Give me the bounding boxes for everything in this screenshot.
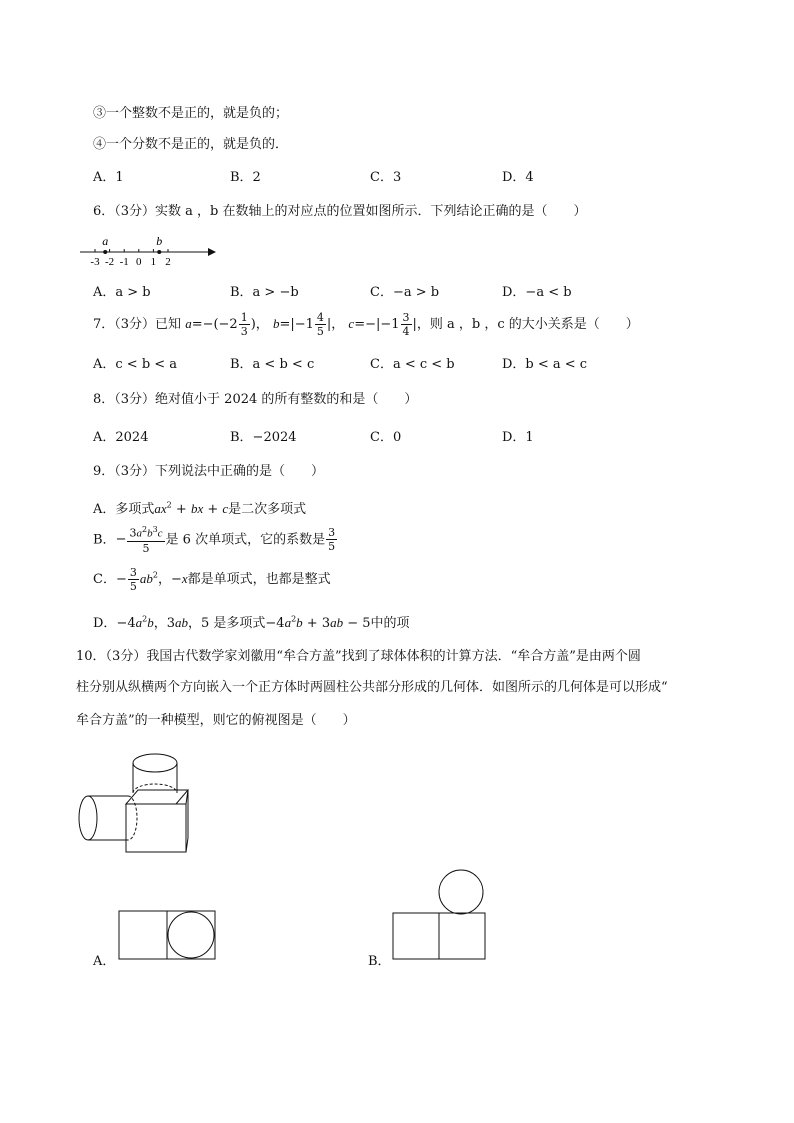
q8-stem: 8．（3分）绝对值小于 2024 的所有整数的和是（ ） [93,392,418,407]
q7-option-d: D．b < a < c [502,357,588,372]
cube-top-face [126,790,188,804]
q10-option-a-figure [118,910,216,962]
q9-option-a-label: A．多项式 [93,502,155,517]
horizontal-cylinder-end [79,796,97,840]
q7-suffix: ，则 a ，b ，c 的大小关系是（ ） [416,317,639,332]
horizontal-cylinder-hidden-end [128,796,137,840]
number-line-tick-label: -1 [119,256,129,268]
point-b-label: b [156,234,163,248]
point-a [103,250,107,254]
q10-option-b-label: B． [368,954,391,969]
q9-option-c [93,567,331,592]
q6-option-a: A．a > b [93,285,151,300]
q7-expr-c: c=−|−1 $\frac{3}{4}$ | [348,311,417,338]
q9-option-c-math: − $\frac{3}{5}$ $ab^2$，−x [115,566,188,593]
q7-prefix: 7．（3分）已知 [93,317,182,332]
q8-option-d: D．1 [502,430,534,445]
q9-option-b-coef: $\frac{3}{5}$ [328,526,336,554]
q7-option-a: A．c < b < a [93,357,178,372]
q7-option-b: B．a < b < c [230,357,315,372]
q6-option-d: D．−a < b [502,285,572,300]
q9-option-b-label: B． [93,532,116,548]
statement-3: ③一个整数不是正的，就是负的； [93,106,289,121]
q7-option-c: C．a < c < b [370,357,455,372]
q5-option-a: A．1 [93,170,124,185]
q6-option-b: B．a > −b [230,285,299,300]
number-line-tick-label: 1 [150,256,157,268]
geometric-model-figure [76,748,192,856]
q7-stem: 7．（3分）已知 a=−(−2 $\frac{1}{3}$ )， b=|−1 $\frac{4}{5}$ |， c=−|−1 $\frac{3}{4}$ |，则 a ，b ，c 的大小关系是（ ） [93,311,639,338]
q10-line-1: 10．（3分）我国古代数学家刘徽用“牟合方盖”找到了球体体积的计算方法．“牟合方盖”是由两个圆 [76,649,641,664]
q9-option-d-poly: $-4a^2b + 3ab - 5$ [265,614,371,631]
vertical-cylinder-top [133,754,177,772]
q9-option-a-text: 是二次多项式 [228,502,307,517]
option-a-left-square [119,911,167,959]
option-b-right-square [439,913,485,959]
q10-option-a-label: A． [93,954,116,969]
q7-expr-b: b=|−1 $\frac{4}{5}$ | [272,311,332,338]
q9-option-a-math: $ax^2$ + bx + c [154,500,229,517]
q9-option-c-label: C． [93,572,116,587]
number-line-tick-label: -2 [105,256,115,268]
option-b-circle [439,870,483,914]
number-line-arrow [208,248,216,256]
q5-option-c: C．3 [370,170,402,185]
cube-side-face [186,790,188,852]
option-a-right-square [167,911,215,959]
number-line-tick-label: -3 [90,256,100,268]
statement-4: ④一个分数不是正的，就是负的． [93,137,289,152]
point-b [157,250,161,254]
number-line-tick-label: 0 [136,256,142,268]
q7-expr-a: a=−(−2 $\frac{1}{3}$ ) [185,311,256,338]
q5-option-d: D．4 [502,170,534,185]
cube-front-face [126,804,186,852]
q10-line-3: 牟合方盖”的一种模型，则它的俯视图是（ ） [76,713,356,728]
q9-option-d-end: 中的项 [370,616,410,631]
q9-stem: 9．（3分）下列说法中正确的是（ ） [93,464,325,479]
q9-option-c-text: 都是单项式，也都是整式 [187,572,331,587]
number-line-figure [78,232,218,268]
vertical-cylinder-hidden-base [133,784,177,793]
q9-option-d-terms: $-4a^2b$，3ab，5 [116,614,214,631]
q6-option-c: C．−a > b [370,285,440,300]
q5-option-b: B．2 [230,170,261,185]
point-a-label: a [102,234,109,248]
q9-option-a [93,498,306,517]
q9-option-b [93,526,338,554]
q9-option-b-text: 是 6 次单项式，它的系数是 [165,532,326,548]
q9-option-d-label: D． [93,616,117,631]
q9-option-b-math: − $\frac{3a^2b^3c}{5}$ [115,525,163,555]
q10-line-2: 柱分别从纵横两个方向嵌入一个正方体时两圆柱公共部分形成的几何体．如图所示的几何体是可以形成“ [76,680,668,695]
q8-option-b: B．−2024 [230,430,297,445]
option-a-circle [168,912,214,958]
number-line-tick-label: 2 [165,256,171,268]
q10-option-b-figure [392,868,488,962]
option-b-left-square [393,913,439,959]
q9-option-d [93,612,410,631]
q6-stem: 6．（3分）实数 a ，b 在数轴上的对应点的位置如图所示．下列结论正确的是（ ） [93,204,587,219]
q9-option-d-text: 是多项式 [213,616,266,631]
q8-option-a: A．2024 [93,430,149,445]
q8-option-c: C．0 [370,430,402,445]
